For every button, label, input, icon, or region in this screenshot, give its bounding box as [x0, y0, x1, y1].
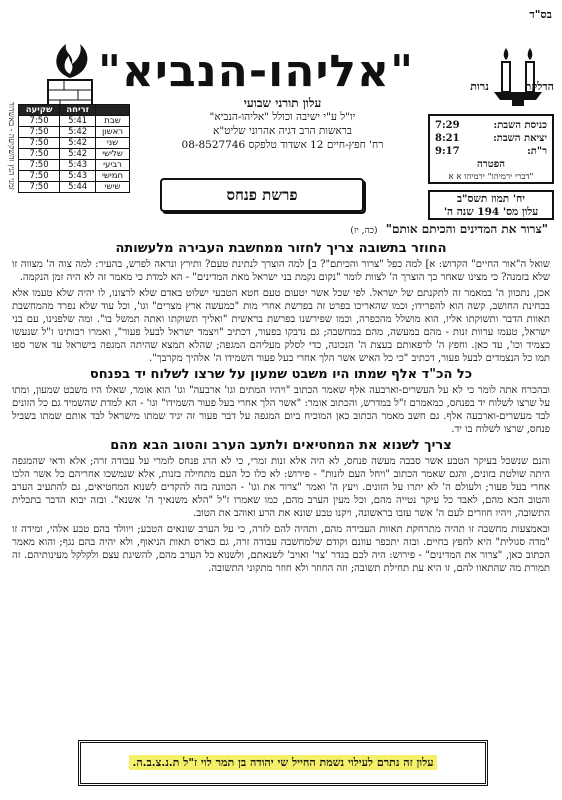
verse-text: "צרור את המדינים והכיתם אותם" — [385, 222, 548, 236]
info-line-2: יו"ל ע"י ישיבה וכולל "אליהו-הנביא" — [209, 111, 356, 123]
zmanim-cell: 5:42 — [60, 149, 96, 160]
time-label: ר"ת: — [527, 146, 547, 157]
zmanim-cell: רביעי — [96, 160, 130, 171]
zmanim-row — [19, 182, 130, 193]
zmanim-cell: 7:50 — [19, 116, 60, 127]
section-heading: כל הכ"ד אלף שמתו היו משבט שמעון על שרצו לשלוח יד בפנחס — [89, 367, 473, 382]
paragraph: שואל ה"אור החיים" הקדוש: א] למה כפל "צרור והכיתם"? ב] למה הוצרך לנתינת טעם? ותירץ ונראה לפרש, בהעיר: למה צוה ה' מצווה זו שלא בזמנה? כי מצינו שאחר כך הוצרך ה' לצוות לומר "נקום נקמת בני ישראל מאת המדינים" - הא למדת כי מאמר זה לא היה זמן הנקמה. — [12, 259, 550, 283]
newsletter-info — [150, 96, 415, 152]
zmanim-cell: 7:50 — [19, 138, 60, 149]
candles-icon — [488, 42, 548, 106]
info-line-1: עלון תורני שבועי — [243, 96, 322, 110]
section-heading: צריך לשנוא את המחטיאים ולתעב הערב והטוב הבא מהם — [110, 438, 452, 453]
time-label: יציאת השבת: — [493, 133, 547, 144]
candle-lighting-label — [438, 80, 554, 93]
zmanim-cell: 7:50 — [19, 182, 60, 193]
zmanim-cell: 5:43 — [60, 160, 96, 171]
paragraph: אכן, נתכוון ה' במאמר זה לתקנתם של ישראל. לפי שכל אשר יטעום טעם חטא הטבעי ישלוט באדם שלא לרצונו, לו יהיה שלא טעמו אלא בבחינת החושב, קשה הוא להפרידו; וכמו שהאריכו בפרט זה בפרשת אחרי מות "כמעשה ארץ מצרים" וגו', וכל עוד שלא נפרד מהמחשבת תאוות הדבר ותשוקתו אליו, הוא מושלל מהכפרה, וכמו שפירשנו בפרשת בראשית "ואליך תשוקתו ואתה תמשל בו". ומה שלפנינו, עם בני ישראל, טעמו ערוות זנות - מהם במעשה, מהם במחשבה; גם נדבקו בפעור, דכתיב "ויצמד ישראל לבעל פעור", ואמרו רבותינו ז"ל שנעשו כצמיד וכו', עד כאן. וחפץ ה' לרפאותם בעצת ה' הנכונה, כדי לסלק מעליהם המגפה; שהלא תמצא שהיתה המגפה בישראל עד אשר ספו תמו כל הנצמדים לבעל פעור, דכתיב "כי כל האיש אשר הלך אחרי בעל פעור השמידו ה' אלהיך מקרבך". — [12, 288, 550, 364]
haftara — [435, 159, 547, 183]
zmanim-cell: 7:50 — [19, 160, 60, 171]
zmanim-cell: 5:42 — [60, 127, 96, 138]
zmanim-cell: שני — [96, 138, 130, 149]
time-value: 8:21 — [435, 133, 460, 144]
zmanim-cell: 5:43 — [60, 171, 96, 182]
zmanim-cell: 5:42 — [60, 138, 96, 149]
issue-date: יח' תמוז תשס"ב — [456, 193, 526, 205]
time-row — [435, 119, 547, 132]
zmanim-cell: חמישי — [96, 171, 130, 182]
info-line-4: רח' חפץ-חיים 12 אשדוד טלפקס 08-8527746 — [181, 139, 384, 151]
zmanim-cell: שבת — [96, 116, 130, 127]
zmanim-header — [96, 105, 130, 116]
bsd-mark: בס"ד — [529, 8, 552, 21]
zmanim-row — [19, 160, 130, 171]
paragraph: ובאמצעות מחשבה זו תהיה מתרחקת תאוות העבירה מהם, ותהיה להם לזרה, כי על הערב שונאים הטבע; ויוולד בהם טבע אלהי, ומידה זו "מדה סגולית" היא לחפץ בחיים. ובזה יתכפר עוונם וקודם שלמחשבה עבודה זרה, גם כארס תאות הניאוף, ולא יהיה בהם נגף; והוא מאמר הכתוב כאן, "צרור את המדינים" - פירוש: היה לכם בגדר 'צר' ואויב' לשנאתם, ולשנוא כל הערב מהם, להשיגת עצם ולקלקל מעינותיהם. זה תמורת מה שהתאוו להם, זו היא עת תחילת תשובה; וזה החוזר ולא חוזר מתקוני התשובה. — [12, 524, 550, 574]
info-line-3: בראשות הרב דגיה אהרוני שליט"א — [213, 125, 352, 137]
zmanim-header: שקיעה — [19, 105, 60, 116]
dedication-text: עלון זה נתרם לעילוי נשמת החייל שי יהודה בן תמר לוי ז"ל ת.נ.צ.ב.ה. — [129, 755, 436, 770]
zmanim-row — [19, 138, 130, 149]
time-row — [435, 132, 547, 145]
haftara-text: "דברי ירמיהו" ירמיהו א א — [448, 172, 534, 182]
issue-box — [428, 190, 554, 220]
time-row — [435, 145, 547, 158]
zmanim-table — [18, 104, 130, 193]
dedication-box — [78, 740, 488, 786]
opening-verse — [350, 222, 548, 237]
newsletter-title: "אליהו-הנביא" — [97, 46, 415, 97]
zmanim-cell: 5:41 — [60, 116, 96, 127]
zmanim-row — [19, 127, 130, 138]
candle-label-2: נרות — [470, 80, 489, 93]
zmanim-cell: 7:50 — [19, 171, 60, 182]
haftara-title: הפטרה — [477, 159, 505, 170]
zmanim-cell: שלישי — [96, 149, 130, 160]
zmanim-cell: 7:50 — [19, 127, 60, 138]
zmanim-cell: שישי — [96, 182, 130, 193]
zmanim-cell: 5:44 — [60, 182, 96, 193]
section-heading: החוזר בתשובה צריך לחזור ממחשבת העבירה מלעשותה — [115, 241, 447, 256]
zmanim-table-wrap — [18, 104, 130, 193]
time-value: 9:17 — [435, 146, 460, 157]
zmanim-cell: 7:50 — [19, 149, 60, 160]
candle-label: הדלקת — [524, 80, 554, 93]
time-label: כניסת השבת: — [493, 120, 547, 131]
shabbat-times-box — [428, 114, 554, 184]
zmanim-row — [19, 171, 130, 182]
verse-ref: (כה, יז) — [350, 226, 378, 236]
issue-number: עלון מס' 194 שנה ה' — [443, 206, 539, 218]
time-value: 7:29 — [435, 120, 460, 131]
parasha-title: פרשת פנחס — [160, 178, 364, 212]
paragraph: והנם שנשכל בעיקר הטבע אשר סבבה מעשה פנחס, לא היה אלא זנות זמרי, כי לא הרג פנחס לזמרי על עבודה זרה; אלא ודאי שהמגפה היתה שולטת בזונים, והגם שאמר הכתוב "ויחל העם לזנות" - פירוש: לא כלו כל העם מתחילה בזנות, אלא שנמשכו אחריהם כל אשר הלכו אחרי בעל פעור; ולעולם ה' לא יתרו על הזונים. ויעץ ה' ואמר "צרור את וגו' - הכוונה בזה להקדים לשנוא המחטיאים, גם להתעיב הערב והטוב הבא מהם, לאבד כל עיקר נטייה מהם, וכל מעין הערב מהם, כמו שאמרו ז"ל "הלא משנאיך ה' אשנא". ובזה יבוא הדבר בתכלית התשובה, ויהיו חוזרים לעם ה' אשר עזבו בראשונה, ויקנו טבע שונא את הרע ואוהב את הטוב. — [12, 456, 550, 519]
zmanim-cell: ראשון — [96, 127, 130, 138]
paragraph: ובהכרח אתה לומר כי לא על העשרים-וארבעה אלף שאמר הכתוב "ויהיו המתים וגו' ארבעה" וגו' הוא אומר, שאלו היו משבט שמעון, ומתו על שרצו לשלוח יד בפנחס, כמאמרם ז"ל במדרש, והכתוב אומר: "אשר הלך אחרי בעל פעור השמידו" וגו' - הא למדת שהשמיד גם כל הזונים לבד מעשרים-וארבעה אלף. גם חשב מאמר הכתוב כאן המוכיח ביום המגפה על דבר פעור זה יגיד שמתו מישראל לבד אותם שמתו בשביל פנחס, שרצו לשלוח בו יד. — [12, 385, 550, 435]
zmanim-header: זריחה — [60, 105, 96, 116]
zmanim-row — [19, 149, 130, 160]
zmanim-row — [19, 116, 130, 127]
zmanim-label: זמני הנץ והשקיעה - באשדוד — [7, 102, 16, 190]
article-body — [12, 240, 550, 578]
